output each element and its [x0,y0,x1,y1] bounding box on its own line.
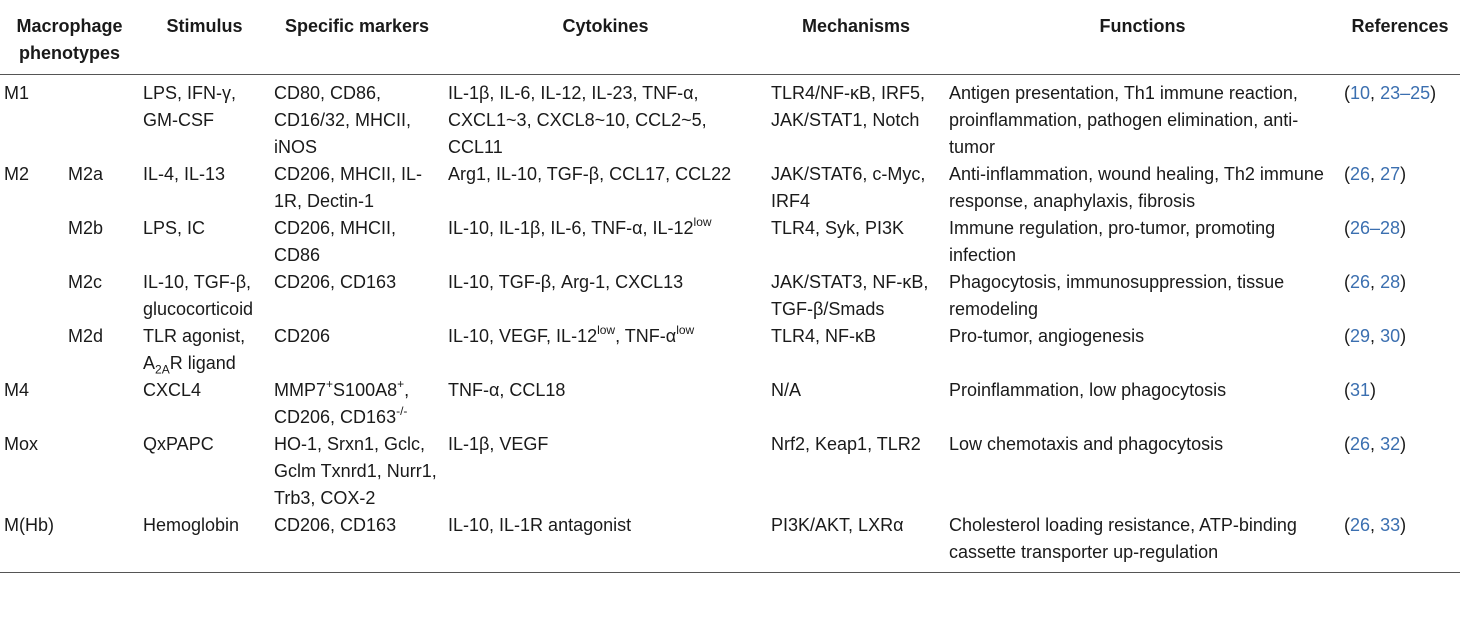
reference-link[interactable]: 29 [1350,325,1371,346]
subtype-cell: M2d [68,325,104,346]
mechanisms-cell: N/A [771,379,802,400]
markers-cell: CD80, CD86, CD16/32, MHCII, iNOS [274,82,412,157]
references-cell: (31) [1344,379,1377,400]
functions-cell: Cholesterol loading resistance, ATP-binding cassette transporter up-regulation [949,514,1297,562]
reference-link[interactable]: 27 [1380,163,1401,184]
phenotype-cell [0,215,64,269]
header-mechanisms: Mechanisms [801,16,911,36]
references-cell: (26, 32) [1344,433,1407,454]
phenotype-cell [0,323,64,377]
table-row-mox [0,431,1460,512]
stimulus-cell: IL-4, IL-13 [143,163,226,184]
markers-cell: HO-1, Srxn1, Gclc, Gclm Txnrd1, Nurr1, Trb3, COX-2 [274,433,437,508]
reference-link[interactable]: 26–28 [1350,217,1401,238]
reference-link[interactable]: 26 [1350,514,1371,535]
header-cytokines: Cytokines [562,16,649,36]
reference-link[interactable]: 23–25 [1380,82,1431,103]
phenotype-cell: M(Hb) [4,514,54,535]
table-row-m1 [0,74,1460,161]
table-row-m2c [0,269,1460,323]
stimulus-cell: LPS, IFN-γ, GM-CSF [143,82,237,130]
phenotype-cell: M1 [4,82,30,103]
phenotype-cell: M2 [4,163,30,184]
cytokines-cell: IL-10, IL-1R antagonist [448,514,632,535]
references-cell: (26, 33) [1344,514,1407,535]
references-cell: (26–28) [1344,217,1407,238]
functions-cell: Antigen presentation, Th1 immune reaction, proinflammation, pathogen elimination, anti-tumor [949,82,1299,157]
reference-link[interactable]: 31 [1350,379,1371,400]
markers-cell: CD206, CD163 [274,514,397,535]
functions-cell: Pro-tumor, angiogenesis [949,325,1145,346]
table-row-m2a [0,161,1460,215]
stimulus-cell: QxPAPC [143,433,214,454]
stimulus-cell: TLR agonist, $A_{2A}R$ ligand [143,325,246,377]
markers-cell: MMP7+S100A8+, CD206, CD163-/- [274,376,410,427]
subtype-cell: M2a [68,163,104,184]
references-cell: (10, 23–25) [1344,82,1437,103]
references-cell: (26, 27) [1344,163,1407,184]
stimulus-cell: CXCL4 [143,379,202,400]
functions-cell: Proinflammation, low phagocytosis [949,379,1227,400]
table-row-m4 [0,377,1460,431]
table-row-m2b [0,215,1460,269]
stimulus-cell: Hemoglobin [143,514,240,535]
table-row-m2d [0,323,1460,377]
phenotype-cell: M4 [4,379,30,400]
reference-link[interactable]: 26 [1350,433,1371,454]
subtype-cell: M2b [68,217,104,238]
subtype-cell: M2c [68,271,103,292]
cytokines-cell: IL-1β, IL-6, IL-12, IL-23, TNF-α, CXCL1~3, CXCL8~10, CCL2~5, CCL11 [448,82,707,157]
header-functions: Functions [1099,16,1186,36]
reference-link[interactable]: 26 [1350,271,1371,292]
cytokines-cell: IL-10, VEGF, $IL-12^{low}$, TNF-$\alpha^{low}$ [448,322,695,346]
functions-cell: Anti-inflammation, wound healing, Th2 immune response, anaphylaxis, fibrosis [949,163,1324,211]
markers-cell: CD206, CD163 [274,271,397,292]
phenotype-cell: Mox [4,433,39,454]
cytokines-cell: IL-1β, VEGF [448,433,549,454]
markers-cell: CD206 [274,325,331,346]
mechanisms-cell: TLR4/NF-κB, IRF5, JAK/STAT1, Notch [771,82,926,130]
table-row-mhb [0,512,1460,573]
cytokines-cell: IL-10, IL-1β, IL-6, TNF-α, $IL-12^{low}$ [448,214,712,238]
header-row [0,0,1460,74]
mechanisms-cell: TLR4, NF-κB [771,325,877,346]
mechanisms-cell: Nrf2, Keap1, TLR2 [771,433,921,454]
reference-link[interactable]: 33 [1380,514,1401,535]
markers-cell: CD206, MHCII, CD86 [274,217,397,265]
mechanisms-cell: JAK/STAT3, NF-κB, TGF-β/Smads [771,271,929,319]
reference-link[interactable]: 30 [1380,325,1401,346]
markers-cell: CD206, MHCII, IL-1R, Dectin-1 [274,163,423,211]
header-references: References [1351,16,1449,36]
mechanisms-cell: JAK/STAT6, c-Myc, IRF4 [771,163,926,211]
cytokines-cell: TNF-α, CCL18 [448,379,566,400]
reference-link[interactable]: 10 [1350,82,1371,103]
mechanisms-cell: TLR4, Syk, PI3K [771,217,905,238]
stimulus-cell: IL-10, TGF-β, glucocorticoid [143,271,254,319]
references-cell: (29, 30) [1344,325,1407,346]
header-stimulus: Stimulus [166,16,243,36]
references-cell: (26, 28) [1344,271,1407,292]
cytokines-cell: IL-10, TGF-β, Arg-1, CXCL13 [448,271,684,292]
functions-cell: Low chemotaxis and phagocytosis [949,433,1224,454]
header-phenotypes: Macrophage phenotypes [16,16,123,63]
stimulus-cell: LPS, IC [143,217,206,238]
reference-link[interactable]: 26 [1350,163,1371,184]
reference-link[interactable]: 32 [1380,433,1401,454]
cytokines-cell: Arg1, IL-10, TGF-β, CCL17, CCL22 [448,163,732,184]
header-markers: Specific markers [284,16,430,36]
mechanisms-cell: PI3K/AKT, LXRα [771,514,904,535]
functions-cell: Immune regulation, pro-tumor, promoting infection [949,217,1276,265]
functions-cell: Phagocytosis, immunosuppression, tissue remodeling [949,271,1285,319]
phenotype-cell [0,269,64,323]
reference-link[interactable]: 28 [1380,271,1401,292]
